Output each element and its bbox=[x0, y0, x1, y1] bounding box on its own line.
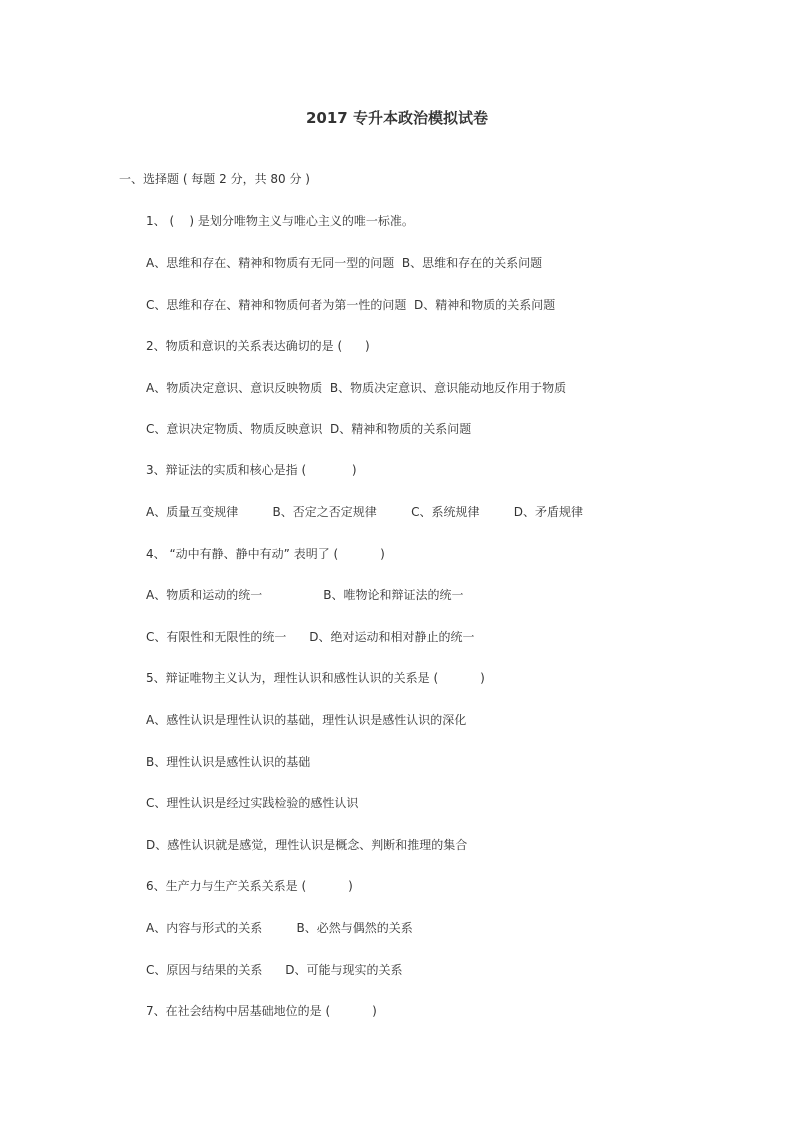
question-6-options-ab: A、内容与形式的关系 B、必然与偶然的关系 bbox=[146, 921, 413, 935]
question-5-option-c: C、理性认识是经过实践检验的感性认识 bbox=[146, 796, 359, 810]
question-6-options-cd: C、原因与结果的关系 D、可能与现实的关系 bbox=[146, 963, 403, 977]
question-1-options-ab: A、思维和存在、精神和物质有无同一型的问题 B、思维和存在的关系问题 bbox=[146, 256, 543, 270]
question-5-option-d: D、感性认识就是感觉，理性认识是概念、判断和推理的集合 bbox=[146, 838, 468, 852]
question-4-stem: 4、 “动中有静、静中有动” 表明了 ( ) bbox=[146, 547, 385, 561]
question-5-option-b: B、理性认识是感性认识的基础 bbox=[146, 755, 311, 769]
question-4-options-ab: A、物质和运动的统一 B、唯物论和辩证法的统一 bbox=[146, 588, 464, 602]
question-3-options: A、质量互变规律 B、否定之否定规律 C、系统规律 D、矛盾规律 bbox=[146, 505, 584, 519]
question-6-stem: 6、生产力与生产关系关系是 ( ) bbox=[146, 879, 353, 893]
question-2-options-cd: C、意识决定物质、物质反映意识 D、精神和物质的关系问题 bbox=[146, 422, 472, 436]
question-1-stem: 1、 ( ) 是划分唯物主义与唯心主义的唯一标准。 bbox=[146, 214, 414, 228]
question-5-option-a: A、感性认识是理性认识的基础，理性认识是感性认识的深化 bbox=[146, 713, 467, 727]
question-4-options-cd: C、有限性和无限性的统一 D、绝对运动和相对静止的统一 bbox=[146, 630, 475, 644]
question-3-stem: 3、辩证法的实质和核心是指 ( ) bbox=[146, 463, 357, 477]
question-2-options-ab: A、物质决定意识、意识反映物质 B、物质决定意识、意识能动地反作用于物质 bbox=[146, 381, 567, 395]
document-title: 2017 专升本政治模拟试卷 bbox=[306, 109, 488, 127]
question-5-stem: 5、辩证唯物主义认为，理性认识和感性认识的关系是 ( ) bbox=[146, 671, 485, 685]
question-2-stem: 2、物质和意识的关系表达确切的是 ( ) bbox=[146, 339, 370, 353]
question-7-stem: 7、在社会结构中居基础地位的是 ( ) bbox=[146, 1004, 377, 1018]
section-heading: 一、选择题 ( 每题 2 分，共 80 分 ) bbox=[119, 172, 310, 186]
question-1-options-cd: C、思维和存在、精神和物质何者为第一性的问题 D、精神和物质的关系问题 bbox=[146, 298, 556, 312]
